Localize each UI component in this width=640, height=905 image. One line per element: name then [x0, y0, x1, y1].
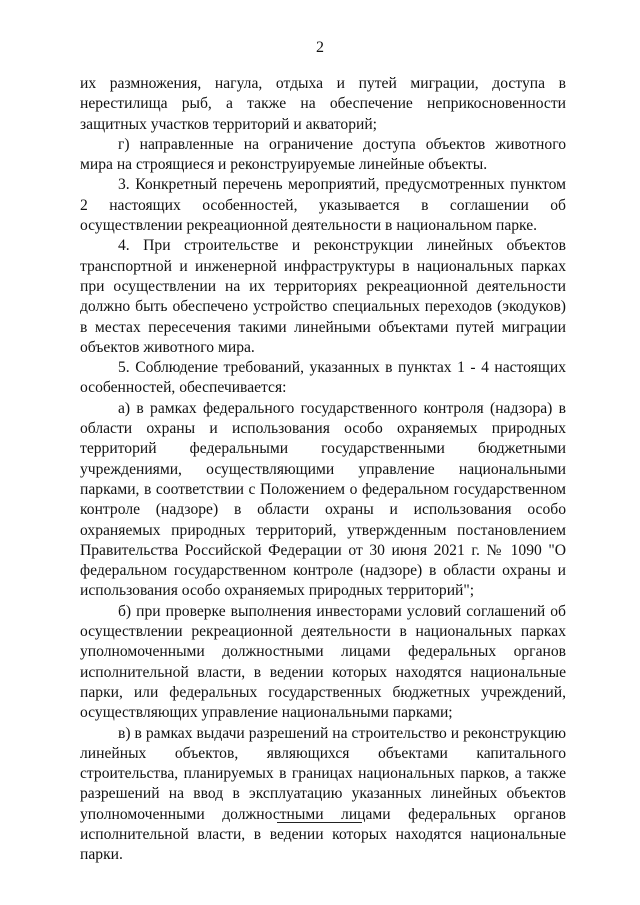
end-of-text-rule [277, 822, 362, 823]
paragraph-3: 3. Конкретный перечень мероприятий, предусмотренных пунктом 2 настоящих особенностей, указывается в соглашении об осуществлении рекреационной деятельности в национальном парке. [80, 176, 566, 235]
paragraph-item-a: а) в рамках федерального государственного контроля (надзора) в области охраны и использования особо охраняемых природных территорий федеральными государственными бюджетными учреждениями, осуществляющими управление национальными парками, в соответствии с Положением о федеральном государственном контроле (надзоре) в области охраны и использования особо охраняемых природных территорий, утвержденным постановлением Правительства Российской Федерации от 30 июня 2021 г. № 1090 "О федеральном государственном контроле (надзоре) в области охраны и использования особо охраняемых природных территорий"; [80, 399, 566, 600]
paragraph-4: 4. При строительстве и реконструкции линейных объектов транспортной и инженерной инфраструктуры в национальных парках при осуществлении на их территориях рекреационной деятельности должно быть обеспечено устройство специальных переходов (экодуков) в местах пересечения такими линейными объектами путей миграции объектов животного мира. [80, 237, 566, 356]
paragraph-5: 5. Соблюдение требований, указанных в пунктах 1 - 4 настоящих особенностей, обеспечивается: [80, 359, 566, 397]
paragraph-item-v: в) в рамках выдачи разрешений на строительство и реконструкцию линейных объектов, являющихся объектами капитального строительства, планируемых в границах национальных парков, а также разрешений на ввод в эксплуатацию указанных линейных объектов уполномоченными должностными лицами федеральных органов исполнительной власти, в ведении которых находятся национальные парки. [80, 724, 566, 864]
document-body [80, 74, 566, 866]
paragraph-item-b: б) при проверке выполнения инвесторами условий соглашений об осуществлении рекреационной деятельности в национальных парках уполномоченными должностными лицами федеральных органов исполнительной власти, в ведении которых находятся национальные парки, или федеральных государственных бюджетных учреждений, осуществляющих управление национальными парками; [80, 602, 566, 722]
paragraph-item-g: г) направленные на ограничение доступа объектов животного мира на строящиеся и реконструируемые линейные объекты. [80, 135, 566, 174]
paragraph-continuation: их размножения, нагула, отдыха и путей миграции, доступа в нерестилища рыб, а также на обеспечение неприкосновенности защитных участков территорий и акваторий; [80, 75, 566, 133]
page-number: 2 [316, 39, 324, 56]
